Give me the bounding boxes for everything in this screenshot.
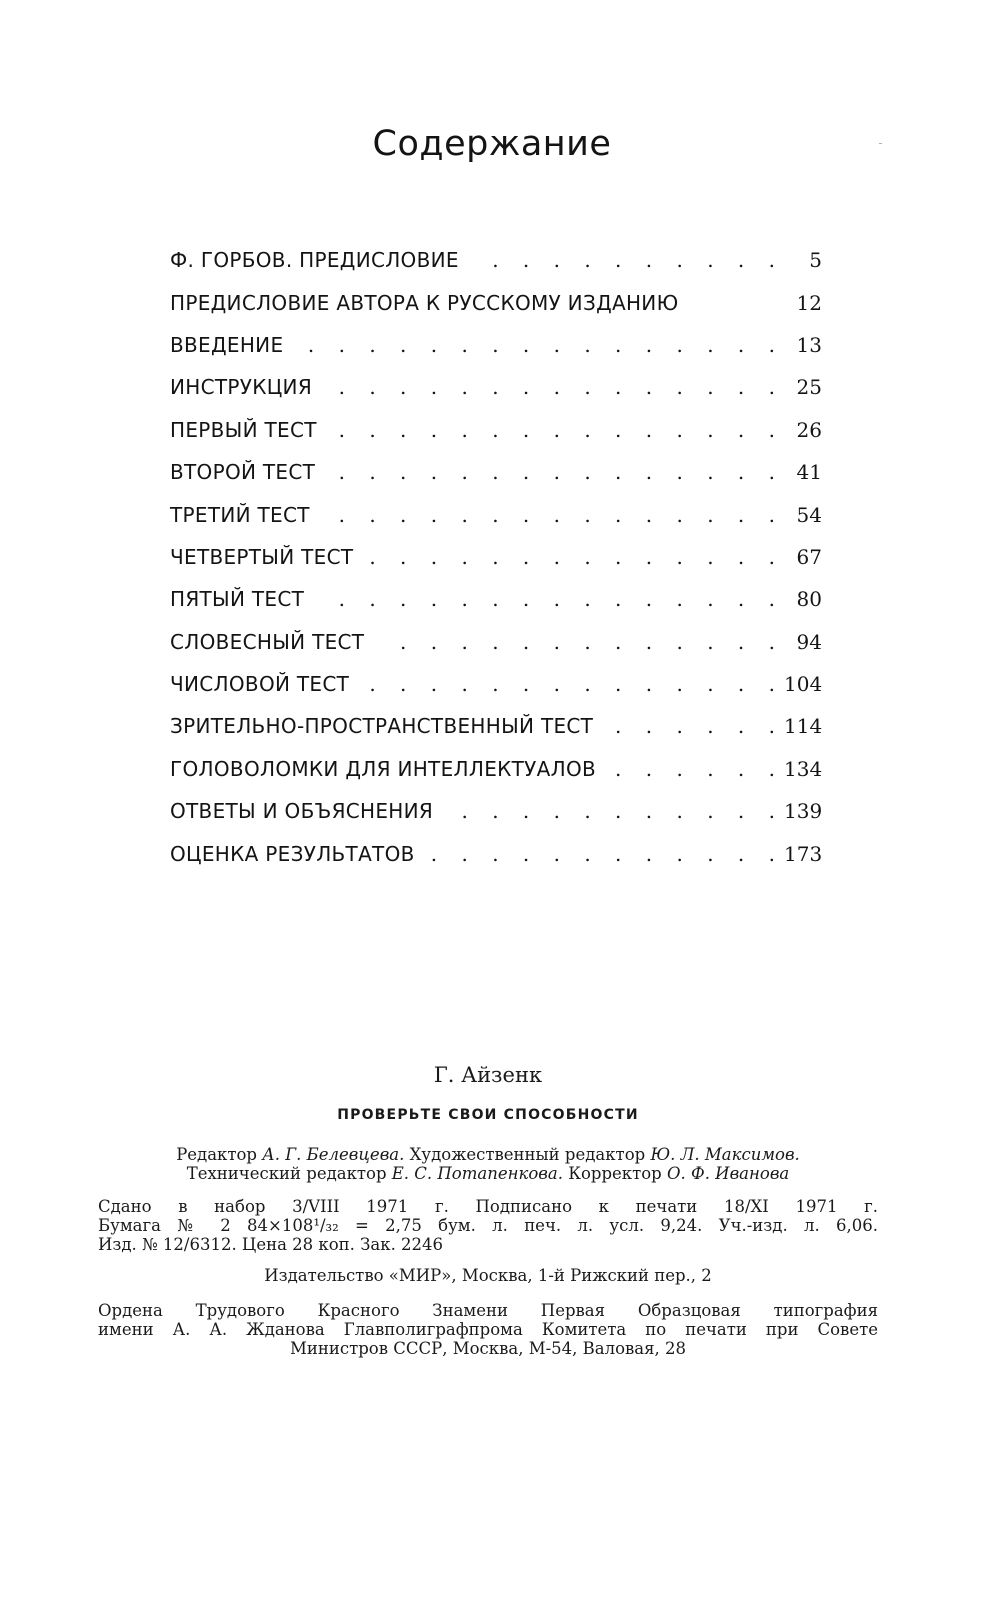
toc-entry-title: ЗРИТЕЛЬНО-ПРОСТРАНСТВЕННЫЙ ТЕСТ xyxy=(170,714,594,739)
toc-entry xyxy=(170,621,822,663)
toc-entry-page: 5 xyxy=(809,248,822,273)
toc-entry xyxy=(170,409,822,451)
dot-leader xyxy=(443,799,784,823)
toc-entry-title: ПЯТЫЙ ТЕСТ xyxy=(170,587,305,612)
toc-entry-title: ВВЕДЕНИЕ xyxy=(170,332,284,357)
dot-leader xyxy=(320,503,784,527)
publisher: Издательство «МИР», Москва, 1-й Рижский пер., 2 xyxy=(264,1266,712,1285)
toc-entry-title: ОТВЕТЫ И ОБЪЯСНЕНИЯ xyxy=(170,799,434,824)
dot-leader xyxy=(363,545,784,569)
editor-name: А. Г. Белевцева. xyxy=(262,1145,405,1164)
page-title: Содержание xyxy=(372,124,612,164)
dot-leader xyxy=(359,672,784,696)
printing-line: Изд. № 12/6312. Цена 28 коп. Зак. 2246 xyxy=(98,1235,444,1254)
art-editor-label: Художественный редактор xyxy=(409,1145,646,1164)
credits xyxy=(98,1145,878,1183)
colophon xyxy=(98,1063,878,1358)
toc-entry xyxy=(170,324,822,366)
toc-entry-title: СЛОВЕСНЫЙ ТЕСТ xyxy=(170,629,365,654)
scan-speck xyxy=(879,143,882,144)
toc-entry xyxy=(170,832,822,874)
toc-entry xyxy=(170,281,822,323)
toc-entry xyxy=(170,536,822,578)
toc-entry-title: ЧИСЛОВОЙ ТЕСТ xyxy=(170,672,350,697)
book-title: ПРОВЕРЬТЕ СВОИ СПОСОБНОСТИ xyxy=(337,1107,639,1123)
toc-entry xyxy=(170,578,822,620)
toc-entry-page: 104 xyxy=(784,672,823,697)
tech-editor-label: Технический редактор xyxy=(186,1164,387,1183)
editor-label: Редактор xyxy=(176,1145,257,1164)
toc-entry xyxy=(170,451,822,493)
dot-leader xyxy=(425,842,784,866)
toc-entry-page: 114 xyxy=(784,714,823,739)
toc-entry-title: ВТОРОЙ ТЕСТ xyxy=(170,460,316,485)
tech-editor-name: Е. С. Потапенкова. xyxy=(391,1164,563,1183)
art-editor-name: Ю. Л. Максимов. xyxy=(650,1145,800,1164)
press-line: Министров СССР, Москва, М-54, Валовая, 28 xyxy=(289,1339,687,1358)
corrector-name: О. Ф. Иванова xyxy=(666,1164,790,1183)
toc-entry-page: 173 xyxy=(784,841,823,866)
toc-entry-title: Ф. ГОРБОВ. ПРЕДИСЛОВИЕ xyxy=(170,248,459,273)
toc-entry-page: 80 xyxy=(796,587,822,612)
dot-leader xyxy=(606,757,784,781)
dot-leader xyxy=(374,630,784,654)
toc-entry xyxy=(170,663,822,705)
toc-entry xyxy=(170,748,822,790)
toc-entry-title: ЧЕТВЕРТЫЙ ТЕСТ xyxy=(170,544,354,569)
toc-entry xyxy=(170,493,822,535)
toc-entry-title: ПРЕДИСЛОВИЕ АВТОРА К РУССКОМУ ИЗДАНИЮ xyxy=(170,290,679,315)
dot-leader xyxy=(603,714,784,738)
corrector-label: Корректор xyxy=(568,1164,662,1183)
toc-entry-title: ОЦЕНКА РЕЗУЛЬТАТОВ xyxy=(170,841,415,866)
toc-entry-title: ТРЕТИЙ ТЕСТ xyxy=(170,502,310,527)
toc-entry-page: 25 xyxy=(796,375,822,400)
dot-leader xyxy=(293,333,784,357)
toc-entry xyxy=(170,790,822,832)
toc-entry-page: 13 xyxy=(796,332,822,357)
toc-entry-title: ГОЛОВОЛОМКИ ДЛЯ ИНТЕЛЛЕКТУАЛОВ xyxy=(170,756,597,781)
press-line: имени А. А. Жданова Главполиграфпрома Комитета по печати при Совете xyxy=(98,1320,878,1339)
printing-details xyxy=(98,1197,878,1254)
table-of-contents xyxy=(170,239,822,875)
toc-entry-page: 41 xyxy=(796,460,822,485)
toc-entry xyxy=(170,705,822,747)
toc-entry-page: 94 xyxy=(796,629,822,654)
toc-entry-page: 134 xyxy=(784,756,823,781)
author-name: Г. Айзенк xyxy=(433,1063,543,1087)
printing-line: Сдано в набор 3/VIII 1971 г. Подписано к печати 18/XI 1971 г. xyxy=(98,1197,878,1216)
toc-entry-page: 26 xyxy=(796,417,822,442)
printing-house xyxy=(98,1301,878,1358)
toc-entry xyxy=(170,366,822,408)
toc-entry-page: 67 xyxy=(796,544,822,569)
toc-entry-page: 12 xyxy=(796,290,822,315)
toc-entry xyxy=(170,239,822,281)
dot-leader xyxy=(327,418,784,442)
toc-entry-page: 139 xyxy=(784,799,823,824)
printing-line: Бумага № 2 84×108¹/₃₂ = 2,75 бум. л. печ. л. усл. 9,24. Уч.-изд. л. 6,06. xyxy=(98,1216,878,1235)
toc-entry-page: 54 xyxy=(796,502,822,527)
dot-leader xyxy=(469,248,784,272)
toc-entry-title: ИНСТРУКЦИЯ xyxy=(170,375,313,400)
toc-entry-title: ПЕРВЫЙ ТЕСТ xyxy=(170,417,317,442)
dot-leader xyxy=(314,587,784,611)
press-line: Ордена Трудового Красного Знамени Первая Образцовая типография xyxy=(98,1301,878,1320)
dot-leader xyxy=(322,375,784,399)
dot-leader xyxy=(325,460,784,484)
